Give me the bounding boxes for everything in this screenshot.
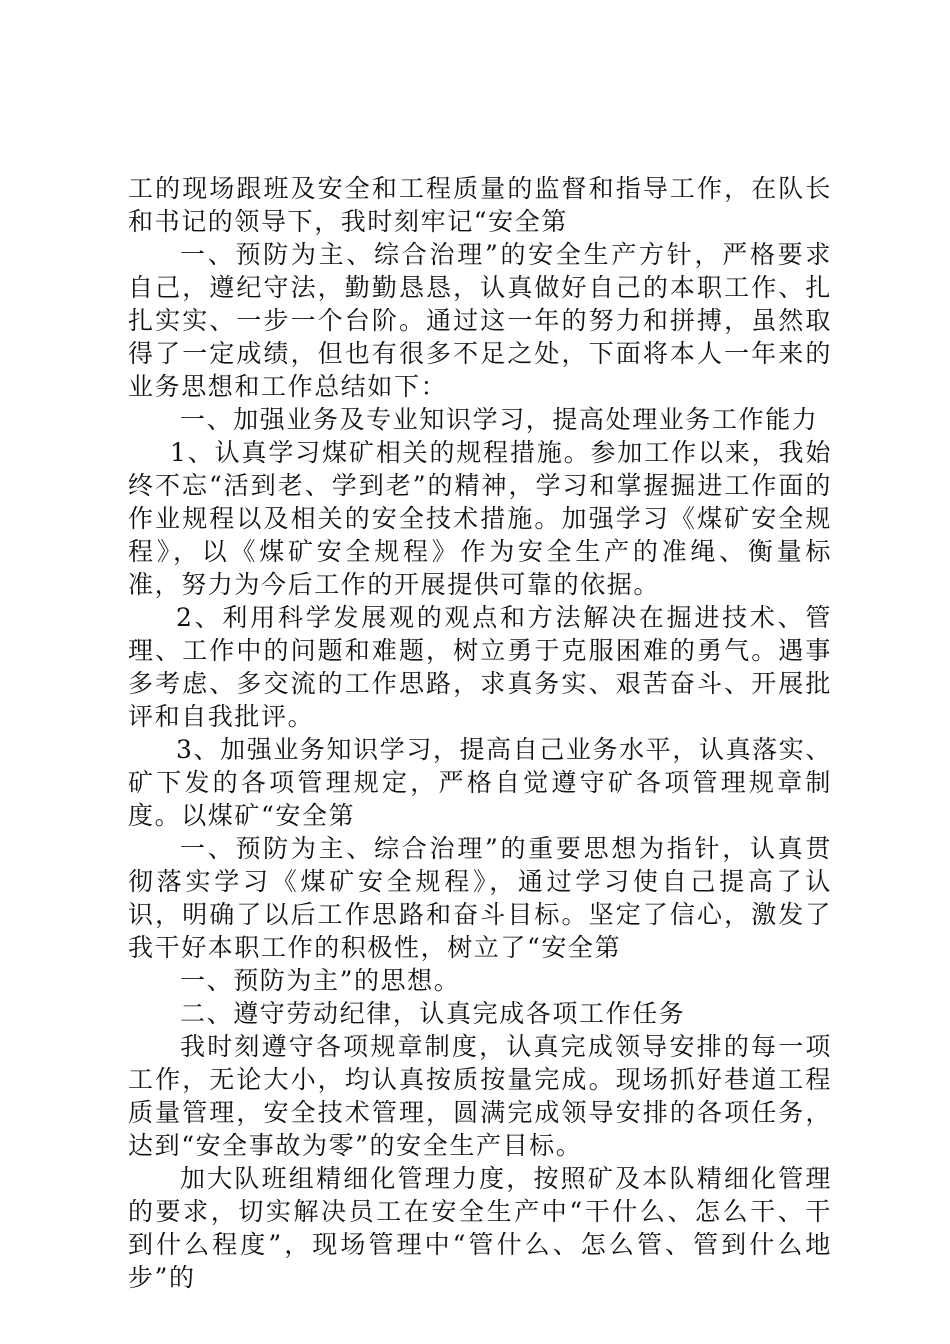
paragraph-safety-policy: 一、预防为主、综合治理”的安全生产方针，严格要求自己，遵纪守法，勤勤恳恳，认真做好自己的本职工作、扎扎实实、一步一个台阶。通过这一年的努力和拼搏，虽然取得了一定成绩，但也有很多不足之处，下面将本人一年来的业务思想和工作总结如下： (128, 240, 832, 401)
paragraph-item-3: 3、加强业务知识学习，提高自己业务水平，认真落实、矿下发的各项管理规定，严格自觉遵守矿各项管理规章制度。以煤矿“安全第 (128, 735, 832, 830)
section-heading-1: 一、加强业务及专业知识学习，提高处理业务工作能力 (180, 405, 819, 434)
paragraph-refined-management: 加大队班组精细化管理力度，按照矿及本队精细化管理的要求，切实解决员工在安全生产中“干什么、怎么干、干到什么程度”，现场管理中“管什么、怎么管、管到什么地步”的 (128, 1164, 832, 1292)
paragraph-continuation: 工的现场跟班及安全和工程质量的监督和指导工作，在队长和书记的领导下，我时刻牢记“安全第 (128, 174, 832, 236)
paragraph-guiding-thought: 一、预防为主、综合治理”的重要思想为指针，认真贯彻落实学习《煤矿安全规程》，通过学习使自己提高了认识，明确了以后工作思路和奋斗目标。坚定了信心，激发了我干好本职工作的积极性，树立了“安全第 (128, 834, 832, 962)
document-body (128, 172, 832, 1294)
paragraph-item-2: 2、利用科学发展观的观点和方法解决在掘进技术、管理、工作中的问题和难题，树立勇于克服困难的勇气。遇事多考虑、多交流的工作思路，求真务实、艰苦奋斗、开展批评和自我批评。 (128, 603, 832, 731)
section-heading-2: 二、遵守劳动纪律，认真完成各项工作任务 (180, 999, 686, 1028)
paragraph-item-1: 1、认真学习煤矿相关的规程措施。参加工作以来，我始终不忘“活到老、学到老”的精神，学习和掌握掘进工作面的作业规程以及相关的安全技术措施。加强学习《煤矿安全规程》，以《煤矿安全规程》作为安全生产的准绳、衡量标准，努力为今后工作的开展提供可靠的依据。 (128, 438, 832, 599)
paragraph-prevention: 一、预防为主”的思想。 (180, 966, 461, 995)
paragraph-discipline: 我时刻遵守各项规章制度，认真完成领导安排的每一项工作，无论大小，均认真按质按量完成。现场抓好巷道工程质量管理，安全技术管理，圆满完成领导安排的各项任务，达到“安全事故为零”的安全生产目标。 (128, 1032, 832, 1160)
